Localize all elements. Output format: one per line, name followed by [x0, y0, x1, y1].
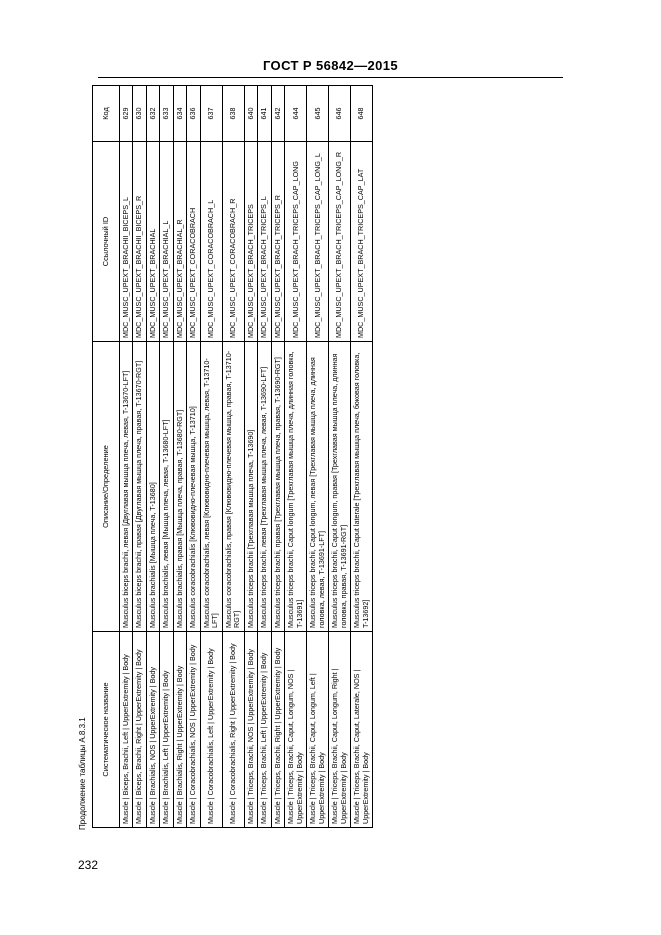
table-row	[244, 86, 257, 828]
table-row	[271, 86, 284, 828]
cell-reference-id: MDC_MUSC_UPEXT_BRACH_TRICEPS_CAP_LONG	[285, 142, 307, 342]
cell-description: Musculus triceps brachii, Caput longum, правая [Трехглавая мышца плеча, длинная головка, правая, T-13691-RGT]	[329, 342, 351, 632]
cell-code: 648	[351, 86, 373, 142]
standard-header: ГОСТ Р 56842—2015	[262, 58, 399, 73]
cell-systematic-name: Muscle | Coracobrachialis, Right | UpperExtremity | Body	[222, 632, 244, 828]
cell-systematic-name: Muscle | Coracobrachialis, NOS | UpperExtremity | Body	[187, 632, 200, 828]
column-header-code: Код	[93, 86, 120, 142]
cell-systematic-name: Muscle | Triceps, Brachii, NOS | UpperExtremity | Body	[244, 632, 257, 828]
cell-reference-id: MDC_MUSC_UPEXT_BRACH_TRICEPS_R	[271, 142, 284, 342]
cell-code: 641	[258, 86, 271, 142]
cell-systematic-name: Muscle | Brachialis, Left | UpperExtremity | Body	[160, 632, 173, 828]
header-rule	[98, 77, 563, 78]
column-header-reference-id: Ссылочный ID	[93, 142, 120, 342]
cell-systematic-name: Muscle | Coracobrachialis, Left | UpperExtremity | Body	[200, 632, 222, 828]
table-row	[329, 86, 351, 828]
cell-reference-id: MDC_MUSC_UPEXT_BRACHIAL	[146, 142, 159, 342]
cell-systematic-name: Muscle | Biceps, Brachii, Left | UpperExtremity | Body	[120, 632, 133, 828]
cell-systematic-name: Muscle | Triceps, Brachii, Caput, Longum, NOS | UpperExtremity | Body	[285, 632, 307, 828]
cell-reference-id: MDC_MUSC_UPEXT_BRACHII_BICEPS_L	[120, 142, 133, 342]
cell-code: 640	[244, 86, 257, 142]
cell-systematic-name: Muscle | Triceps, Brachii, Caput, Longum, Left | UpperExtremity | Body	[307, 632, 329, 828]
cell-description: Musculus brachialis, левая [Мышца плеча, левая, T-13680-LFT]	[160, 342, 173, 632]
cell-systematic-name: Muscle | Triceps, Brachii, Caput, Longum, Right | UpperExtremity | Body	[329, 632, 351, 828]
cell-code: 630	[133, 86, 146, 142]
cell-systematic-name: Muscle | Triceps, Brachii, Left | UpperExtremity | Body	[258, 632, 271, 828]
table-row	[258, 86, 271, 828]
cell-description: Musculus triceps brachii [Трехглавая мышца плеча, T-13690]	[244, 342, 257, 632]
cell-code: 642	[271, 86, 284, 142]
cell-code: 646	[329, 86, 351, 142]
cell-description: Musculus triceps brachii, правая [Трехглавая мышца плеча, правая, T-13690-RGT]	[271, 342, 284, 632]
cell-code: 636	[187, 86, 200, 142]
cell-code: 637	[200, 86, 222, 142]
cell-code: 645	[307, 86, 329, 142]
table-continuation-note: Продолжение таблицы А.8.3.1	[78, 717, 87, 830]
cell-code: 629	[120, 86, 133, 142]
table-header-row	[93, 86, 120, 828]
table-row	[120, 86, 133, 828]
table-row	[351, 86, 373, 828]
cell-description: Musculus triceps brachii, Caput laterale [Трехглавая мышца плеча, боковая головка, T-13692]	[351, 342, 373, 632]
page-number: 232	[78, 858, 99, 872]
cell-systematic-name: Muscle | Brachialis, NOS | UpperExtremity | Body	[146, 632, 159, 828]
cell-reference-id: MDC_MUSC_UPEXT_BRACHIAL_L	[160, 142, 173, 342]
table-row	[187, 86, 200, 828]
table-row	[133, 86, 146, 828]
column-header-description: Описание/Определение	[93, 342, 120, 632]
table-row	[222, 86, 244, 828]
cell-reference-id: MDC_MUSC_UPEXT_CORACOBRACH	[187, 142, 200, 342]
cell-reference-id: MDC_MUSC_UPEXT_BRACH_TRICEPS	[244, 142, 257, 342]
cell-reference-id: MDC_MUSC_UPEXT_BRACHIAL_R	[173, 142, 186, 342]
table-body	[120, 86, 373, 828]
cell-systematic-name: Muscle | Biceps, Brachii, Right | UpperExtremity | Body	[133, 632, 146, 828]
cell-code: 644	[285, 86, 307, 142]
cell-description: Musculus triceps brachii, Caput longum [Трехглавая мышца плеча, длинная головка, T-13691]	[285, 342, 307, 632]
table-row	[285, 86, 307, 828]
table-row	[307, 86, 329, 828]
cell-reference-id: MDC_MUSC_UPEXT_BRACH_TRICEPS_L	[258, 142, 271, 342]
cell-description: Musculus biceps brachii, правая [Двуглавая мышца плеча, правая, T-13670-RGT]	[133, 342, 146, 632]
cell-code: 633	[160, 86, 173, 142]
cell-code: 634	[173, 86, 186, 142]
cell-reference-id: MDC_MUSC_UPEXT_CORACOBRACH_L	[200, 142, 222, 342]
cell-description: Musculus coracobrachialis, левая [Клювовидно-плечевая мышца, левая, T-13710-LFT]	[200, 342, 222, 632]
cell-reference-id: MDC_MUSC_UPEXT_BRACHII_BICEPS_R	[133, 142, 146, 342]
table-row	[173, 86, 186, 828]
column-header-name: Систематическое название	[93, 632, 120, 828]
cell-reference-id: MDC_MUSC_UPEXT_BRACH_TRICEPS_CAP_LAT	[351, 142, 373, 342]
cell-description: Musculus triceps brachii, Caput longum, левая [Трехглавая мышца плеча, длинная головка, левая, T-13691-LFT]	[307, 342, 329, 632]
table-row	[160, 86, 173, 828]
cell-description: Musculus brachialis [Мышца плеча, T-13680]	[146, 342, 159, 632]
cell-code: 632	[146, 86, 159, 142]
cell-reference-id: MDC_MUSC_UPEXT_BRACH_TRICEPS_CAP_LONG_L	[307, 142, 329, 342]
cell-description: Musculus triceps brachii, левая [Трехглавая мышца плеча, левая, T-13690-LFT]	[258, 342, 271, 632]
rotated-table-wrapper	[92, 86, 570, 828]
cell-description: Musculus coracobrachialis [Клювовидно-плечевая мышца, T-13710]	[187, 342, 200, 632]
cell-code: 638	[222, 86, 244, 142]
cell-reference-id: MDC_MUSC_UPEXT_CORACOBRACH_R	[222, 142, 244, 342]
table-row	[200, 86, 222, 828]
cell-systematic-name: Muscle | Triceps, Brachii, Caput, Laterale, NOS | UpperExtremity | Body	[351, 632, 373, 828]
cell-systematic-name: Muscle | Brachialis, Right | UpperExtremity | Body	[173, 632, 186, 828]
anatomy-codes-table	[92, 85, 373, 828]
cell-description: Musculus coracobrachialis, правая [Клювовидно-плечевая мышца, правая, T-13710-RGT]	[222, 342, 244, 632]
cell-description: Musculus brachialis, правая [Мышца плеча, правая, T-13680-RGT]	[173, 342, 186, 632]
cell-systematic-name: Muscle | Triceps, Brachii, Right | UpperExtremity | Body	[271, 632, 284, 828]
table-row	[146, 86, 159, 828]
cell-description: Musculus biceps brachii, левая [Двуглавая мышца плеча, левая, T-13670-LFT]	[120, 342, 133, 632]
cell-reference-id: MDC_MUSC_UPEXT_BRACH_TRICEPS_CAP_LONG_R	[329, 142, 351, 342]
